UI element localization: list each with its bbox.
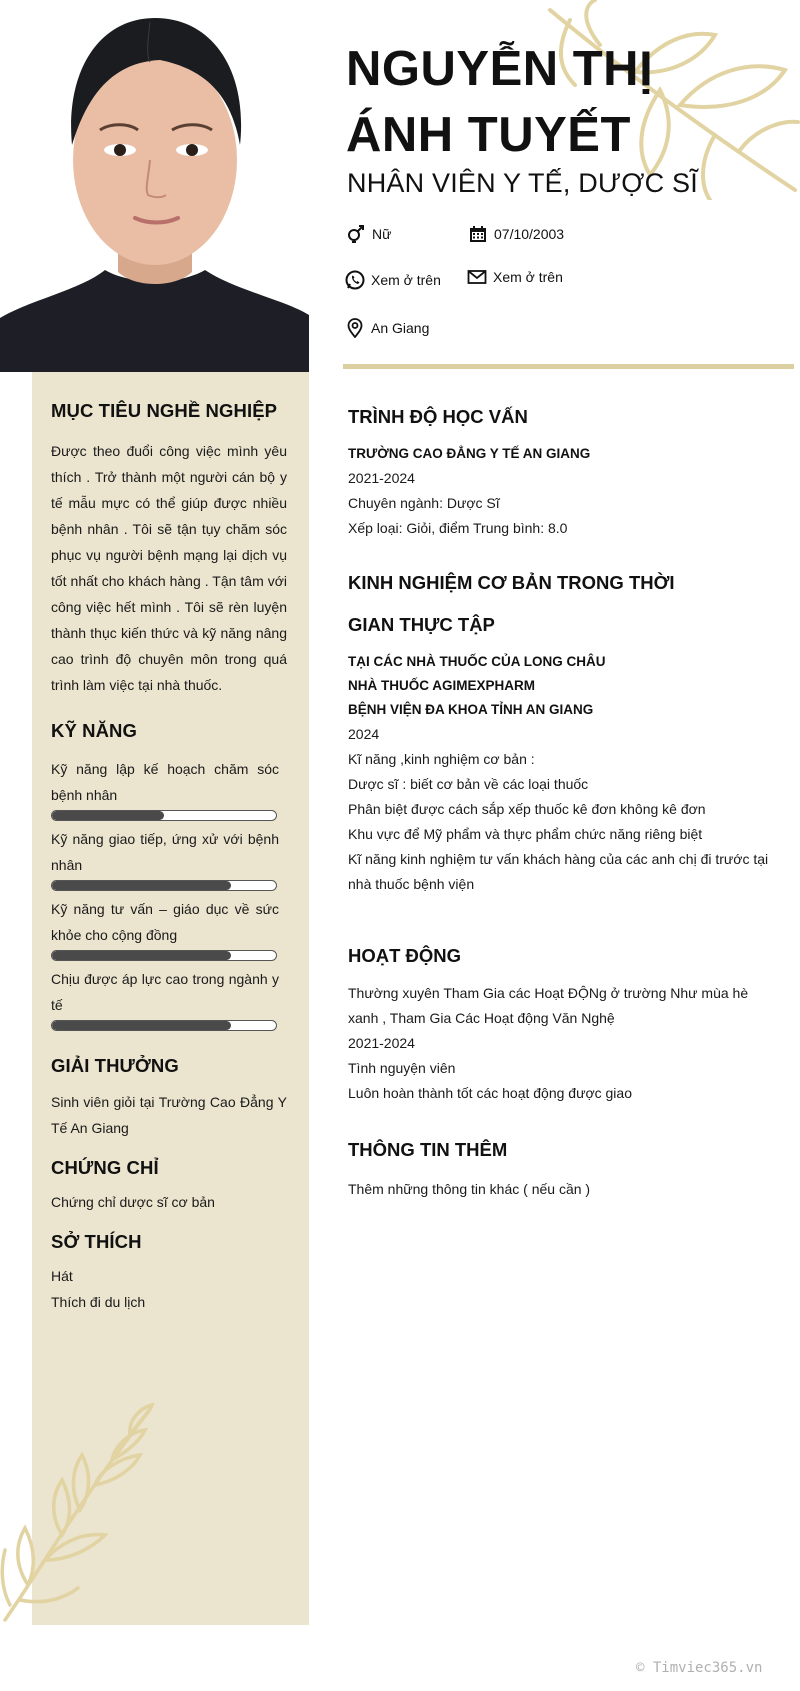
leaf-decoration-bottom-icon bbox=[0, 1400, 160, 1630]
experience-detail: Phân biệt được cách sắp xếp thuốc kê đơn không kê đơn bbox=[348, 801, 706, 817]
skill-bar-fill bbox=[52, 881, 231, 890]
location-pin-icon bbox=[345, 318, 365, 338]
activities-section bbox=[348, 945, 778, 1106]
activities-list bbox=[348, 981, 778, 1106]
education-section bbox=[348, 406, 778, 541]
experience-place: BỆNH VIỆN ĐA KHOA TỈNH AN GIANG bbox=[348, 702, 594, 717]
hobbies-heading: SỞ THÍCH bbox=[51, 1231, 142, 1252]
experience-detail: Kĩ năng kinh nghiệm tư vấn khách hàng của các anh chị đi trước tại nhà thuốc bệnh viện bbox=[348, 851, 769, 892]
activity-line: Luôn hoàn thành tốt các hoạt động được giao bbox=[348, 1085, 632, 1101]
gender-icon bbox=[346, 224, 366, 244]
address-info bbox=[345, 318, 429, 338]
gender-info bbox=[346, 224, 391, 244]
activity-line: Thường xuyên Tham Gia các Hoạt ĐỘNg ở trường Như mùa hè xanh , Tham Gia Các Hoạt động Văn Nghệ bbox=[348, 985, 749, 1026]
awards-heading: GIẢI THƯỞNG bbox=[51, 1055, 179, 1076]
skill-bar-fill bbox=[52, 951, 231, 960]
birthdate-value: 07/10/2003 bbox=[494, 226, 565, 242]
phone-value: Xem ở trên bbox=[371, 272, 441, 288]
education-grade: Xếp loại: Giỏi, điểm Trung bình: 8.0 bbox=[348, 520, 568, 536]
education-heading: TRÌNH ĐỘ HỌC VẤN bbox=[348, 406, 528, 427]
experience-detail: Kĩ năng ,kinh nghiệm cơ bản : bbox=[348, 751, 535, 767]
certificates-text: Chứng chỉ dược sĩ cơ bản bbox=[51, 1194, 215, 1210]
additional-info-text: Thêm những thông tin khác ( nếu cần ) bbox=[348, 1181, 591, 1197]
experience-details bbox=[348, 747, 778, 897]
hobbies-list bbox=[51, 1263, 287, 1315]
header-divider bbox=[343, 364, 794, 369]
skill-item bbox=[51, 896, 287, 961]
skill-label: Chịu được áp lực cao trong ngành y tế bbox=[51, 971, 279, 1013]
profile-photo bbox=[0, 0, 309, 372]
name-line-1: NGUYỄN THỊ bbox=[346, 42, 654, 96]
experience-detail: Khu vực để Mỹ phẩm và thực phẩm chức năng riêng biệt bbox=[348, 826, 703, 842]
awards-text: Sinh viên giỏi tại Trường Cao Đẳng Y Tế An Giang bbox=[51, 1094, 287, 1136]
additional-info-section bbox=[348, 1139, 778, 1202]
candidate-name bbox=[346, 36, 766, 168]
sidebar-content bbox=[51, 400, 287, 1315]
experience-places bbox=[348, 650, 778, 722]
gender-value: Nữ bbox=[372, 226, 392, 242]
skill-item bbox=[51, 756, 287, 821]
skill-label: Kỹ năng giao tiếp, ứng xử với bệnh nhân bbox=[51, 831, 279, 873]
activity-line: Tình nguyện viên bbox=[348, 1060, 456, 1076]
skill-item bbox=[51, 966, 287, 1031]
watermark: © Timviec365.vn bbox=[636, 1660, 763, 1676]
email-value: Xem ở trên bbox=[493, 269, 563, 285]
experience-heading-line-2: GIAN THỰC TẬP bbox=[348, 614, 495, 635]
phone-icon bbox=[345, 270, 365, 290]
skill-bar-fill bbox=[52, 1021, 231, 1030]
education-major: Chuyên ngành: Dược Sĩ bbox=[348, 495, 500, 511]
email-info bbox=[467, 267, 563, 287]
career-objective-heading: MỤC TIÊU NGHỀ NGHIỆP bbox=[51, 400, 278, 421]
skill-label: Kỹ năng tư vấn – giáo dục về sức khỏe cho cộng đồng bbox=[51, 901, 279, 943]
activities-heading: HOẠT ĐỘNG bbox=[348, 945, 462, 966]
additional-info-heading: THÔNG TIN THÊM bbox=[348, 1139, 508, 1160]
calendar-icon bbox=[468, 224, 488, 244]
skill-bar-fill bbox=[52, 811, 164, 820]
education-period: 2021-2024 bbox=[348, 470, 415, 486]
skill-bar bbox=[51, 880, 277, 891]
skill-label: Kỹ năng lập kế hoạch chăm sóc bệnh nhân bbox=[51, 761, 279, 803]
hobby-item: Thích đi du lịch bbox=[51, 1294, 146, 1310]
experience-detail: Dược sĩ : biết cơ bản về các loại thuốc bbox=[348, 776, 589, 792]
skill-bar bbox=[51, 950, 277, 961]
phone-info bbox=[345, 270, 441, 290]
experience-section bbox=[348, 572, 778, 897]
experience-place: TẠI CÁC NHÀ THUỐC CỦA LONG CHÂU bbox=[348, 654, 606, 669]
address-value: An Giang bbox=[371, 320, 430, 336]
skill-bar bbox=[51, 1020, 277, 1031]
skills-list bbox=[51, 756, 287, 1031]
skill-item bbox=[51, 826, 287, 891]
education-school: TRƯỜNG CAO ĐẲNG Y TẾ AN GIANG bbox=[348, 446, 591, 461]
job-title: NHÂN VIÊN Y TẾ, DƯỢC SĨ bbox=[347, 168, 698, 198]
skill-bar bbox=[51, 810, 277, 821]
experience-heading-line-1: KINH NGHIỆM CƠ BẢN TRONG THỜI bbox=[348, 572, 675, 593]
career-objective-text: Được theo đuổi công việc mình yêu thích . Trở thành một người cán bộ y tế mẫu mực có thể giúp được nhiều bệnh nhân . Tôi sẽ tận tụy chăm sóc phục vụ người bệnh mạng lại dịch vụ tốt nhất cho khách hàng . Tận tâm với công việc hết mình . Tôi sẽ rèn luyện thành thục kiến thức và kỹ năng nâng cao trình độ chuyên môn trong quá trình làm việc tại nhà thuốc. bbox=[51, 443, 287, 693]
birthdate-info bbox=[468, 224, 564, 244]
hobby-item: Hát bbox=[51, 1268, 73, 1284]
skills-heading: KỸ NĂNG bbox=[51, 720, 138, 741]
mail-icon bbox=[467, 267, 487, 287]
experience-place: NHÀ THUỐC AGIMEXPHARM bbox=[348, 678, 535, 693]
experience-year: 2024 bbox=[348, 726, 380, 742]
name-line-2: ÁNH TUYẾT bbox=[346, 108, 631, 162]
activity-line: 2021-2024 bbox=[348, 1035, 415, 1051]
certificates-heading: CHỨNG CHỈ bbox=[51, 1157, 159, 1178]
